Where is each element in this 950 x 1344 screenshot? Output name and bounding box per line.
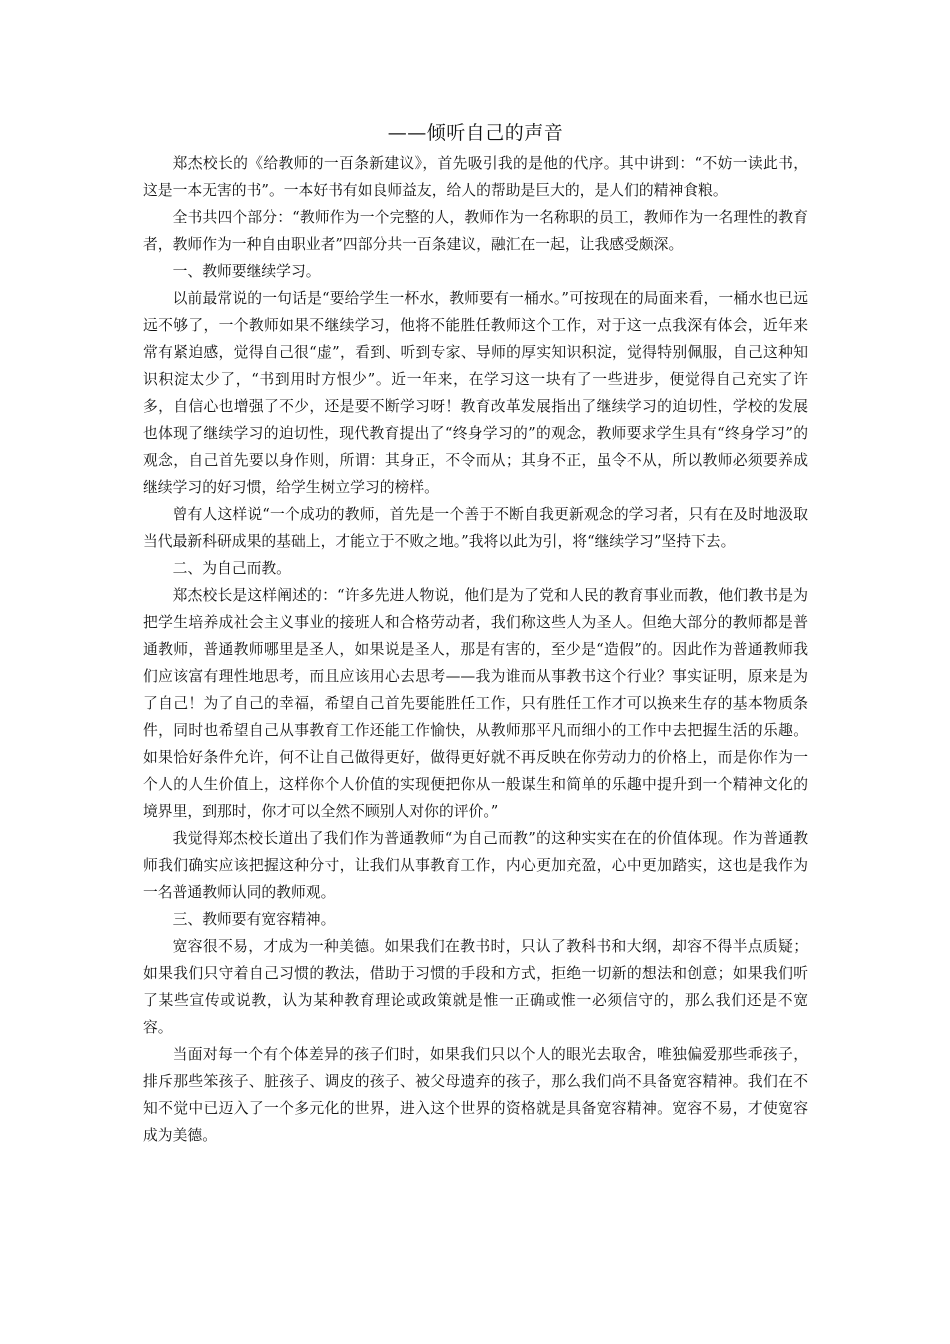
section-heading-2: 二、为自己而教。 xyxy=(172,560,291,577)
paragraph-teach-for-self-reflection: 我觉得郑杰校长道出了我们作为普通教师“为自己而教”的这种实实在在的价值体现。作为普通教师我们确实应该把握这种分寸，让我们从事教育工作，内心更加充盈，心中更加踏实，这也是我作为一名普通教师认同的教师观。 xyxy=(143,830,808,901)
paragraph-book-overview: 全书共四个部分：“教师作为一个完整的人，教师作为一名称职的员工，教师作为一名理性的教育者，教师作为一种自由职业者”四部分共一百条建议，融汇在一起，让我感受颇深。 xyxy=(143,209,808,253)
paragraph-tolerance-children: 当面对每一个有个体差异的孩子们时，如果我们只以个人的眼光去取舍，唯独偏爱那些乖孩子，排斥那些笨孩子、脏孩子、调皮的孩子、被父母遗弃的孩子，那么我们尚不具备宽容精神。我们在不知不觉中已迈入了一个多元化的世界，进入这个世界的资格就是具备宽容精神。宽容不易，才使宽容成为美德。 xyxy=(143,1046,808,1144)
document-title: ——倾听自己的声音 xyxy=(387,122,564,144)
paragraph-learning-quote: 曾有人这样说“一个成功的教师，首先是一个善于不断自我更新观念的学习者，只有在及时地汲取当代最新科研成果的基础上，才能立于不败之地。”我将以此为引，将“继续学习”坚持下去。 xyxy=(143,506,808,550)
paragraph-tolerance: 宽容很不易，才成为一种美德。如果我们在教书时，只认了教科书和大纲，却容不得半点质疑；如果我们只守着自己习惯的教法，借助于习惯的手段和方式，拒绝一切新的想法和创意；如果我们听了某些宣传或说教，认为某种教育理论或政策就是惟一正确或惟一必须信守的，那么我们还是不宽容。 xyxy=(143,938,808,1036)
paragraph-intro: 郑杰校长的《给教师的一百条新建议》，首先吸引我的是他的代序。其中讲到：“不妨一读此书，这是一本无害的书”。一本好书有如良师益友，给人的帮助是巨大的，是人们的精神食粮。 xyxy=(143,155,808,199)
section-heading-3: 三、教师要有宽容精神。 xyxy=(172,911,336,928)
paragraph-teach-for-self-quote: 郑杰校长是这样阐述的：“许多先进人物说，他们是为了党和人民的教育事业而教，他们教书是为把学生培养成社会主义事业的接班人和合格劳动者，我们称这些人为圣人。但绝大部分的教师都是普通教师，普通教师哪里是圣人，如果说是圣人，那是有害的，至少是“造假”的。因此作为普通教师我们应该富有理性地思考，而且应该用心去思考——我为谁而从事教书这个行业？事实证明，原来是为了自己！为了自己的幸福，希望自己首先要能胜任工作，只有胜任工作才可以换来生存的基本物质条件，同时也希望自己从事教育工作还能工作愉快，从教师那平凡而细小的工作中去把握生活的乐趣。如果恰好条件允许，何不让自己做得更好，做得更好就不再反映在你劳动力的价格上，而是你作为一个人的人生价值上，这样你个人价值的实现便把你从一般谋生和简单的乐趣中提升到一个精神文化的境界里，到那时，你才可以全然不顾别人对你的评价。” xyxy=(143,587,808,820)
paragraph-continuous-learning: 以前最常说的一句话是“要给学生一杯水，教师要有一桶水。”可按现在的局面来看，一桶水也已远远不够了，一个教师如果不继续学习，他将不能胜任教师这个工作，对于这一点我深有体会，近年来常有紧迫感，觉得自己很“虚”，看到、听到专家、导师的厚实知识积淀，觉得特别佩服，自己这种知识积淀太少了，“书到用时方恨少”。近一年来，在学习这一块有了一些进步，便觉得自己充实了许多，自信心也增强了不少，还是要不断学习呀！教育改革发展指出了继续学习的迫切性，学校的发展也体现了继续学习的迫切性，现代教育提出了“终身学习的”的观念，教师要求学生具有“终身学习”的观念，自己首先要以身作则，所谓：其身正，不令而从；其身不正，虽令不从，所以教师必须要养成继续学习的好习惯，给学生树立学习的榜样。 xyxy=(143,290,808,496)
section-heading-1: 一、教师要继续学习。 xyxy=(172,263,321,280)
document-body xyxy=(143,118,808,1149)
